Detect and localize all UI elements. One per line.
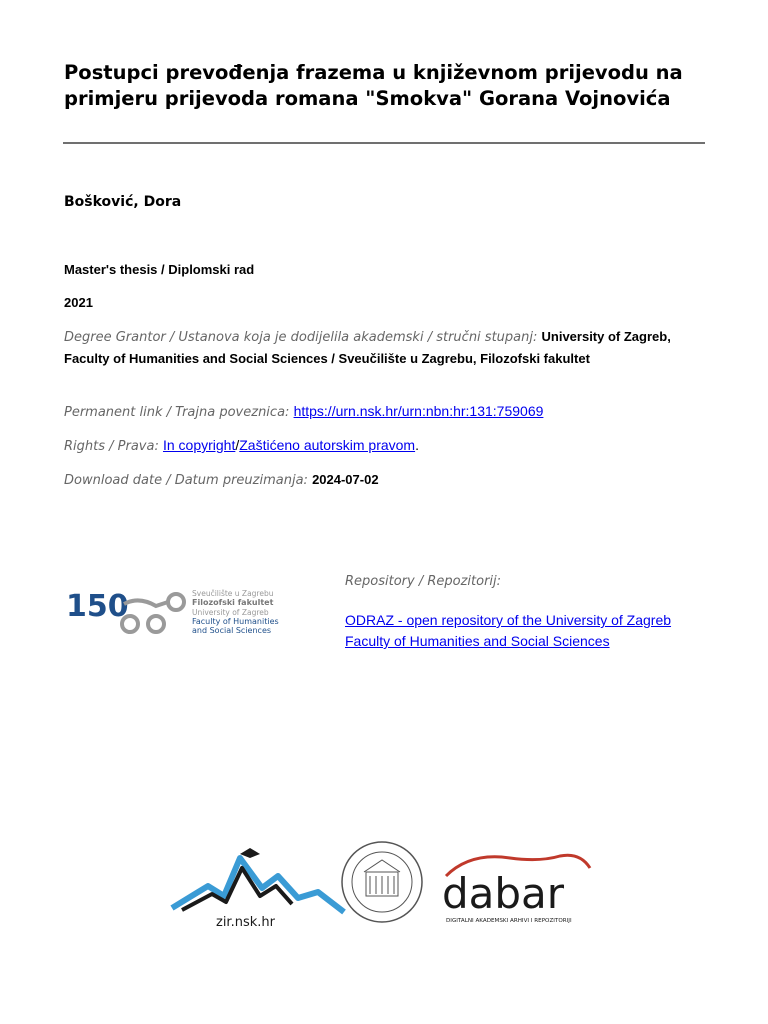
repository-label: Repository / Repozitorij: <box>345 574 502 589</box>
zir-label: zir.nsk.hr <box>216 915 275 930</box>
zasticeno-link[interactable]: Zaštićeno autorskim pravom <box>239 437 416 453</box>
publication-year: 2021 <box>64 295 93 310</box>
in-copyright-link[interactable]: In copyright <box>162 437 236 453</box>
logo-line-5: and Social Sciences <box>192 626 272 635</box>
author-name: Bošković, Dora <box>64 194 182 210</box>
download-date-value: 2024-07-02 <box>312 472 379 487</box>
rights-period: . <box>415 437 419 453</box>
dabar-subtitle: DIGITALNI AKADEMSKI ARHIVI I REPOZITORIJI <box>446 918 572 924</box>
rights-statement <box>64 435 704 457</box>
rights-separator: / <box>235 437 240 453</box>
logo-line-4: Faculty of Humanities <box>192 617 279 626</box>
document-title: Postupci prevođenja frazema u književnom prijevodu na primjeru prijevoda romana "Smokva" Gorana Vojnovića <box>64 61 683 110</box>
dabar-wordmark: dabar <box>442 869 565 918</box>
permanent-link <box>64 401 704 423</box>
degree-grantor <box>64 326 704 370</box>
graduation-cap-icon <box>240 848 260 858</box>
title-divider <box>63 142 705 144</box>
permanent-link-url[interactable]: https://urn.nsk.hr/urn:nbn:hr:131:759069 <box>293 403 544 419</box>
dabar-logo <box>440 846 602 928</box>
zir-logo <box>168 838 348 930</box>
logo-line-1: Sveučilište u Zagrebu <box>192 589 274 598</box>
repository-link[interactable]: ODRAZ - open repository of the University of Zagreb Faculty of Humanities and Social Sciences <box>345 612 672 649</box>
degree-grantor-label: Degree Grantor / Ustanova koja je dodijelila akademski / stručni stupanj: <box>64 330 538 345</box>
zir-mountain-blue <box>172 858 344 912</box>
permanent-link-label: Permanent link / Trajna poveznica: <box>64 405 290 420</box>
repository-link-container <box>345 610 705 652</box>
faculty-150-logo <box>64 582 324 638</box>
download-date-label: Download date / Datum preuzimanja: <box>64 473 308 488</box>
logo-number: 150 <box>66 589 129 624</box>
rights-label: Rights / Prava: <box>64 439 159 454</box>
university-seal-icon <box>340 840 424 924</box>
logo-line-3: University of Zagreb <box>192 608 269 617</box>
logo-line-2: Filozofski fakultet <box>192 598 274 607</box>
download-date <box>64 469 704 491</box>
work-type: Master's thesis / Diplomski rad <box>64 262 255 277</box>
degree-grantor-value: University of Zagreb, Faculty of Humanities and Social Sciences / Sveučilište u Zagrebu, Filozofski fakultet <box>64 329 671 366</box>
